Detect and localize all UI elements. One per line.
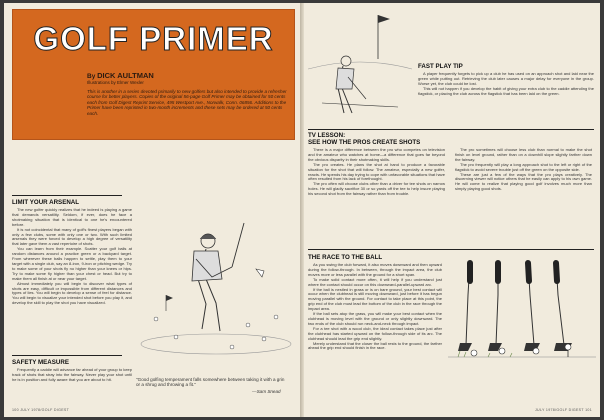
paragraph: To make solid contact more often, it will help if you understand just where the contact should occur on this downward-parallel-upward arc.: [308, 276, 442, 287]
limit-arsenal-heading: LIMIT YOUR ARSENAL: [12, 199, 80, 206]
practice-golfer-illustration: [136, 199, 296, 359]
quote-attribution: —Sam Snead: [252, 389, 281, 394]
paragraph: The new golfer quickly realizes that he indeed is playing a game that demands versatility. Seldom, if ever, does he face a shotmaking situation that is identical to one he's encountered before.: [12, 208, 132, 227]
fast-play-body: [418, 72, 594, 132]
section-rule: [308, 129, 594, 130]
illustrator-credit: Illustrations by Elmer Wexler: [87, 80, 144, 85]
left-page: [4, 3, 300, 417]
paragraph: The pro sometimes will choose less club than normal to make the shot finish on level ground, rather than on a downhill slope slightly farther down the fairway.: [455, 148, 592, 162]
paragraph: Almost immediately you will begin to discover what types of shots are easy, difficult or impossible from different distances and types of lies. You will begin to develop a sense of feel for distance. You will begin to visualize your intended shot before you play it, and develop the skill to play the shot you have visualized.: [12, 280, 132, 306]
race-body: [308, 263, 442, 405]
title-banner: [12, 9, 295, 140]
paragraph: There is a major difference between the pro who competes on television and the amateur who watches at home—a difference that goes far beyond the obvious disparity in their shotmaking skills.: [308, 148, 445, 162]
left-folio: 100 JULY 1978/GOLF DIGEST: [12, 408, 70, 412]
tv-lesson-body: [308, 148, 592, 248]
paragraph: Frequently a caddie will advance far ahead of your group to keep track of shots that stray into the fairway. Never play your shot until he is in position and fully aware that you are about to hit.: [12, 368, 132, 382]
club-impact-illustration: [448, 255, 596, 405]
section-rule: [12, 195, 122, 196]
green-club-illustration: [308, 13, 412, 121]
tv-lesson-heading: TV LESSON: SEE HOW THE PROS CREATE SHOTS: [308, 132, 421, 146]
safety-measure-body: [12, 368, 132, 406]
paragraph: The pro frequently will play a long approach shot to the left or right of the flagstick to avoid severe trouble just off the green on the opposite side.: [455, 161, 592, 172]
safety-measure-heading: SAFETY MEASURE: [12, 359, 69, 366]
byline-prefix: By: [87, 73, 96, 80]
section-rule: [12, 355, 122, 356]
limit-arsenal-body: [12, 208, 132, 356]
paragraph: You can learn from their example. Scatter your golf balls at random distances around a practice green or a backyard target. From wherever these balls happen to settle, play them to your target with a single club, say an 8-iron, 9-iron or pitching wedge. Try to make some of your shots fly no higher than your knees or hips. Try to make some fly higher than your chest or head. But try to make them all finish at or near your target.: [12, 246, 132, 281]
page-title: GOLF PRIMER: [33, 20, 274, 57]
paragraph: A player frequently forgets to pick up a club he has used on an approach shot and laid near the green while putting out. Retrieving the club later causes a major delay for everyone in the group. Worse yet, the club could be lost.: [418, 72, 594, 86]
author-name: DICK AULTMAN: [97, 71, 154, 80]
right-folio: JULY 1978/GOLF DIGEST 101: [534, 408, 592, 412]
paragraph: The pro often will choose clubs other than a driver for tee shots on narrow holes. He will gladly sacrifice 30 or so yards off the tee to help insure playing his second shot from the fairway rather than from trouble.: [308, 181, 445, 197]
paragraph: This will not happen if you develop the habit of giving your extra club to the caddie attending the flagstick, or placing the club across the flagstick that has been laid on the green.: [418, 85, 594, 96]
right-page: [304, 3, 600, 417]
fast-play-heading: FAST PLAY TIP: [418, 63, 463, 70]
intro-text: This is another in a series devoted primarily to new golfers but also intended to provide a refresher course for better players. Copies of the original 56-page Golf Primer may be obtained for 50 cents each from Golf Digest Reprint Service, 495 Westport Ave., Norwalk, Conn. 06856. Additions to the Primer have been reprinted in two-month increments and these sets may be ordered at 50 cents each.: [87, 89, 287, 116]
section-rule: [308, 249, 594, 250]
paragraph: If the ball is nestled in grass or is on bare ground, your best contact will occur when the clubhead is still moving downward, just before it has begun moving parallel with the ground. For contact to take place at this point, the grip end of the club must lead the bottom of the club in the race through the impact area.: [308, 286, 442, 312]
byline: [87, 71, 154, 80]
pull-quote: "Good golfing temperament falls somewhere between taking it with a grin or a shrug and throwing a fit.": [136, 377, 285, 388]
paragraph: If the ball sets atop the grass, you will make your best contact when the clubhead is moving level with the ground or only slightly downward. The two ends of the club should run neck-and-neck through impact.: [308, 311, 442, 326]
paragraph: It is not coincidental that many of golf's finest players began with only a few clubs, some with only one or two. With such limited arsenals they were forced to develop a high degree of versatility that later gave them a vast repertoire of shots.: [12, 226, 132, 247]
paragraph: The pro creates. He plans the shot at hand to produce a favorable situation for the shot that will follow. The amateur, especially a new golfer, reacts. He spends his day trying to cope with unfavorable situations that have often resulted from his lack of forethought.: [308, 161, 445, 182]
race-heading: THE RACE TO THE BALL: [308, 254, 383, 261]
paragraph: Merely understand that the closer the ball rests to the ground, the farther ahead the grip end should finish in the race.: [308, 340, 442, 351]
paragraph: For a tee shot with a wood club, the ideal contact takes place just after the clubhead has started upward on the follow-through side of its arc. The clubhead should lead the grip end slightly.: [308, 325, 442, 341]
paragraph: These are just a few of the ways that the pro plays creatively. The discerning viewer will notice others that he easily can apply to his own game. He will come to realize that playing good golf involves much more than simply playing good shots.: [455, 171, 592, 192]
paragraph: As you swing the club forward, it also moves downward and then upward during the follow-through. In between, through the impact area, the club moves more or less parallel with the ground for a short span.: [308, 263, 442, 277]
